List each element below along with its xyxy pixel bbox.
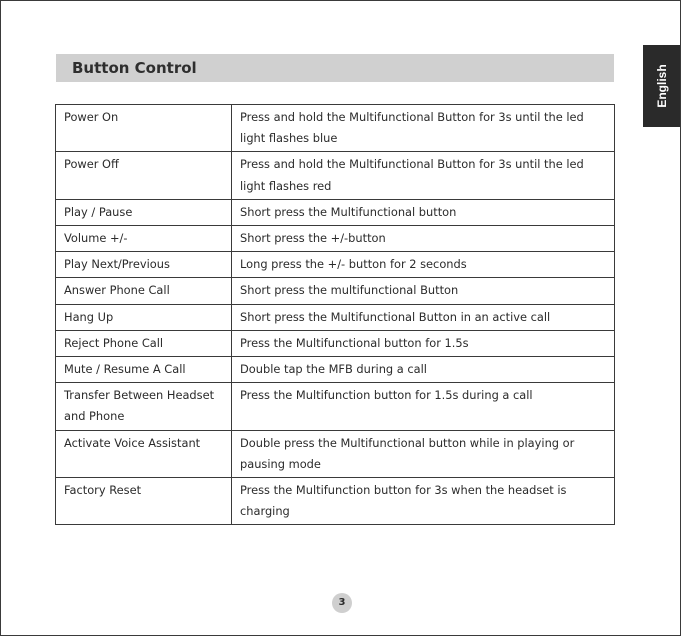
table-row bbox=[56, 252, 615, 278]
action-cell: Power On bbox=[56, 105, 232, 152]
table-row bbox=[56, 278, 615, 304]
action-cell: Volume +/- bbox=[56, 226, 232, 252]
action-cell: Factory Reset bbox=[56, 478, 232, 525]
action-cell: Play Next/Previous bbox=[56, 252, 232, 278]
section-title: Button Control bbox=[72, 59, 197, 77]
action-cell: Play / Pause bbox=[56, 199, 232, 225]
instruction-cell: Press the Multifunctional button for 1.5s bbox=[232, 330, 615, 356]
instruction-cell: Short press the Multifunctional Button in an active call bbox=[232, 304, 615, 330]
action-cell: Mute / Resume A Call bbox=[56, 357, 232, 383]
table-row bbox=[56, 105, 615, 152]
language-tab-label: English bbox=[654, 64, 669, 108]
instruction-cell: Double press the Multifunctional button while in playing or pausing mode bbox=[232, 430, 615, 477]
instruction-cell: Press the Multifunction button for 3s when the headset is charging bbox=[232, 478, 615, 525]
table-row bbox=[56, 152, 615, 199]
table-row bbox=[56, 478, 615, 525]
table-row bbox=[56, 430, 615, 477]
instruction-cell: Press the Multifunction button for 1.5s during a call bbox=[232, 383, 615, 430]
instruction-cell: Press and hold the Multifunctional Button for 3s until the led light flashes red bbox=[232, 152, 615, 199]
action-cell: Activate Voice Assistant bbox=[56, 430, 232, 477]
table-row bbox=[56, 199, 615, 225]
table-row bbox=[56, 383, 615, 430]
language-tab bbox=[643, 45, 680, 127]
table-row bbox=[56, 304, 615, 330]
action-cell: Hang Up bbox=[56, 304, 232, 330]
instruction-cell: Short press the multifunctional Button bbox=[232, 278, 615, 304]
instruction-cell: Double tap the MFB during a call bbox=[232, 357, 615, 383]
action-cell: Answer Phone Call bbox=[56, 278, 232, 304]
table-row bbox=[56, 226, 615, 252]
instruction-cell: Short press the Multifunctional button bbox=[232, 199, 615, 225]
instruction-cell: Short press the +/-button bbox=[232, 226, 615, 252]
section-header bbox=[56, 54, 614, 82]
button-control-table bbox=[55, 104, 615, 525]
table-row bbox=[56, 330, 615, 356]
instruction-cell: Press and hold the Multifunctional Button for 3s until the led light flashes blue bbox=[232, 105, 615, 152]
action-cell: Transfer Between Headset and Phone bbox=[56, 383, 232, 430]
action-cell: Reject Phone Call bbox=[56, 330, 232, 356]
action-cell: Power Off bbox=[56, 152, 232, 199]
page-number-badge: 3 bbox=[332, 593, 352, 613]
table-row bbox=[56, 357, 615, 383]
instruction-cell: Long press the +/- button for 2 seconds bbox=[232, 252, 615, 278]
